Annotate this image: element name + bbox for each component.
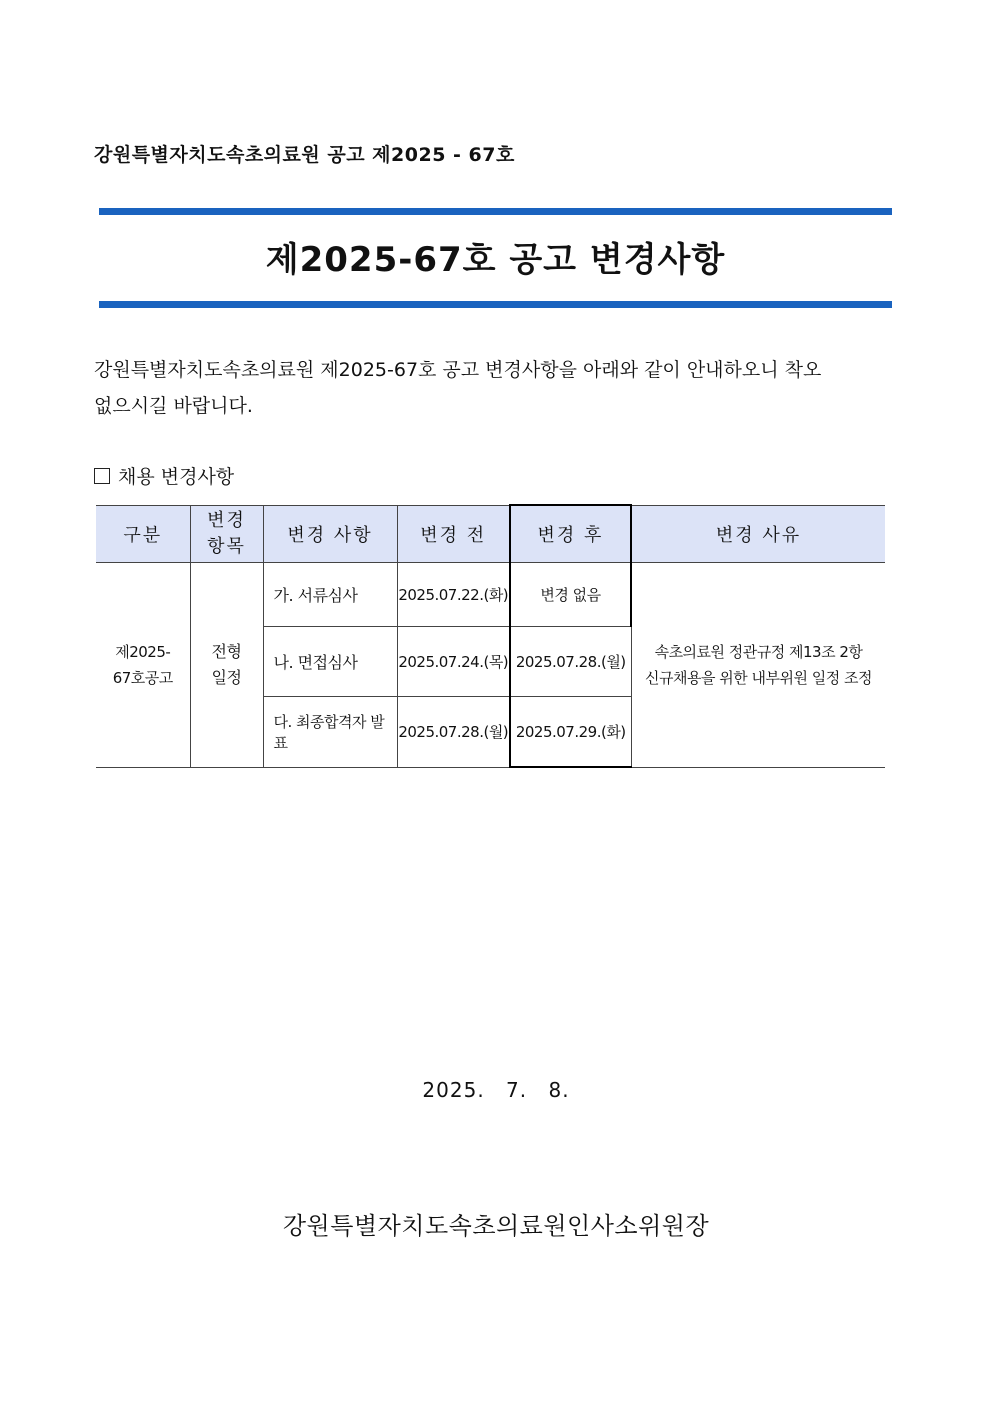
table-row — [96, 562, 885, 626]
header-before: 변경 전 — [397, 505, 510, 562]
page-title: 제2025-67호 공고 변경사항 — [265, 240, 726, 280]
section-heading — [94, 462, 234, 489]
category-cell — [96, 562, 190, 767]
detail-cell: 다. 최종합격자 발표 — [263, 696, 397, 767]
category-line-2: 67호공고 — [112, 668, 173, 687]
intro-line-1: 강원특별자치도속초의료원 제2025-67호 공고 변경사항을 아래와 같이 안내하오니 착오 — [94, 359, 822, 381]
notice-date: 2025. 7. 8. — [422, 1078, 570, 1102]
header-category: 구분 — [96, 505, 190, 562]
after-cell: 2025.07.29.(화) — [510, 696, 631, 767]
detail-cell: 나. 면접심사 — [263, 626, 397, 696]
changes-table — [96, 504, 885, 768]
reason-cell — [631, 562, 885, 767]
signer-name: 강원특별자치도속초의료원인사소위원장 — [282, 1212, 710, 1240]
intro-line-2: 없으시길 바랍니다. — [94, 395, 253, 417]
checkbox-icon — [94, 468, 110, 484]
item-cell — [190, 562, 263, 767]
notice-number: 강원특별자치도속초의료원 공고 제2025 - 67호 — [94, 144, 515, 166]
detail-cell: 가. 서류심사 — [263, 562, 397, 626]
before-cell: 2025.07.24.(목) — [397, 626, 510, 696]
reason-line-1: 속초의료원 정관규정 제13조 2항 — [654, 642, 863, 661]
before-cell: 2025.07.28.(월) — [397, 696, 510, 767]
after-cell: 2025.07.28.(월) — [510, 626, 631, 696]
header-after: 변경 후 — [510, 505, 631, 562]
table-header-row — [96, 505, 885, 562]
header-reason: 변경 사유 — [631, 505, 885, 562]
reason-line-2: 신규채용을 위한 내부위원 일정 조정 — [645, 668, 872, 687]
after-cell: 변경 없음 — [510, 562, 631, 626]
header-item-line-2: 항목 — [207, 535, 246, 557]
header-detail: 변경 사항 — [263, 505, 397, 562]
title-top-rule — [99, 208, 892, 215]
item-line-1: 전형 — [211, 641, 242, 661]
before-cell: 2025.07.22.(화) — [397, 562, 510, 626]
header-item — [190, 505, 263, 562]
header-item-line-1: 변경 — [207, 509, 246, 531]
category-line-1: 제2025- — [115, 642, 171, 661]
item-line-2: 일정 — [211, 667, 242, 687]
title-bottom-rule — [99, 301, 892, 308]
intro-paragraph — [94, 352, 894, 424]
section-heading-label: 채용 변경사항 — [118, 466, 235, 488]
